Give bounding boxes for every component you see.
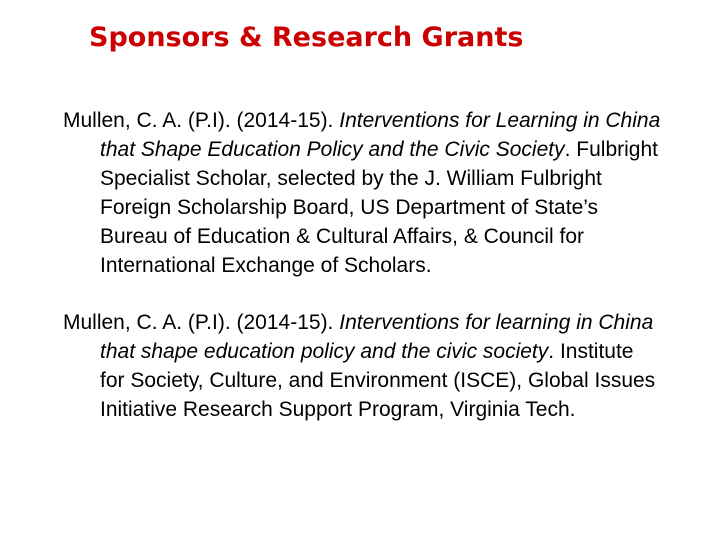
citation-prefix: Mullen, C. A. (P.I). (2014-15). bbox=[63, 109, 340, 132]
grant-list bbox=[63, 106, 663, 452]
grant-entry-fulbright bbox=[63, 106, 663, 280]
grant-details: . Institute for Society, Culture, and Environment (ISCE), Global Issues Initiative Research Support Program, Virginia Tech. bbox=[100, 340, 656, 421]
slide-title: Sponsors & Research Grants bbox=[89, 22, 524, 53]
grant-entry-isce bbox=[63, 308, 663, 424]
citation-prefix: Mullen, C. A. (P.I). (2014-15). bbox=[63, 311, 340, 334]
grant-details: . Fulbright Specialist Scholar, selected by the J. William Fulbright Foreign Scholarship Board, US Department of State’s Bureau of Education & Cultural Affairs, & Council for International Exchange of Scholars. bbox=[100, 138, 658, 277]
work-title: Interventions for learning in China that shape education policy and the civic society bbox=[100, 311, 654, 363]
work-title: Interventions for Learning in China that Shape Education Policy and the Civic Society bbox=[100, 109, 661, 161]
